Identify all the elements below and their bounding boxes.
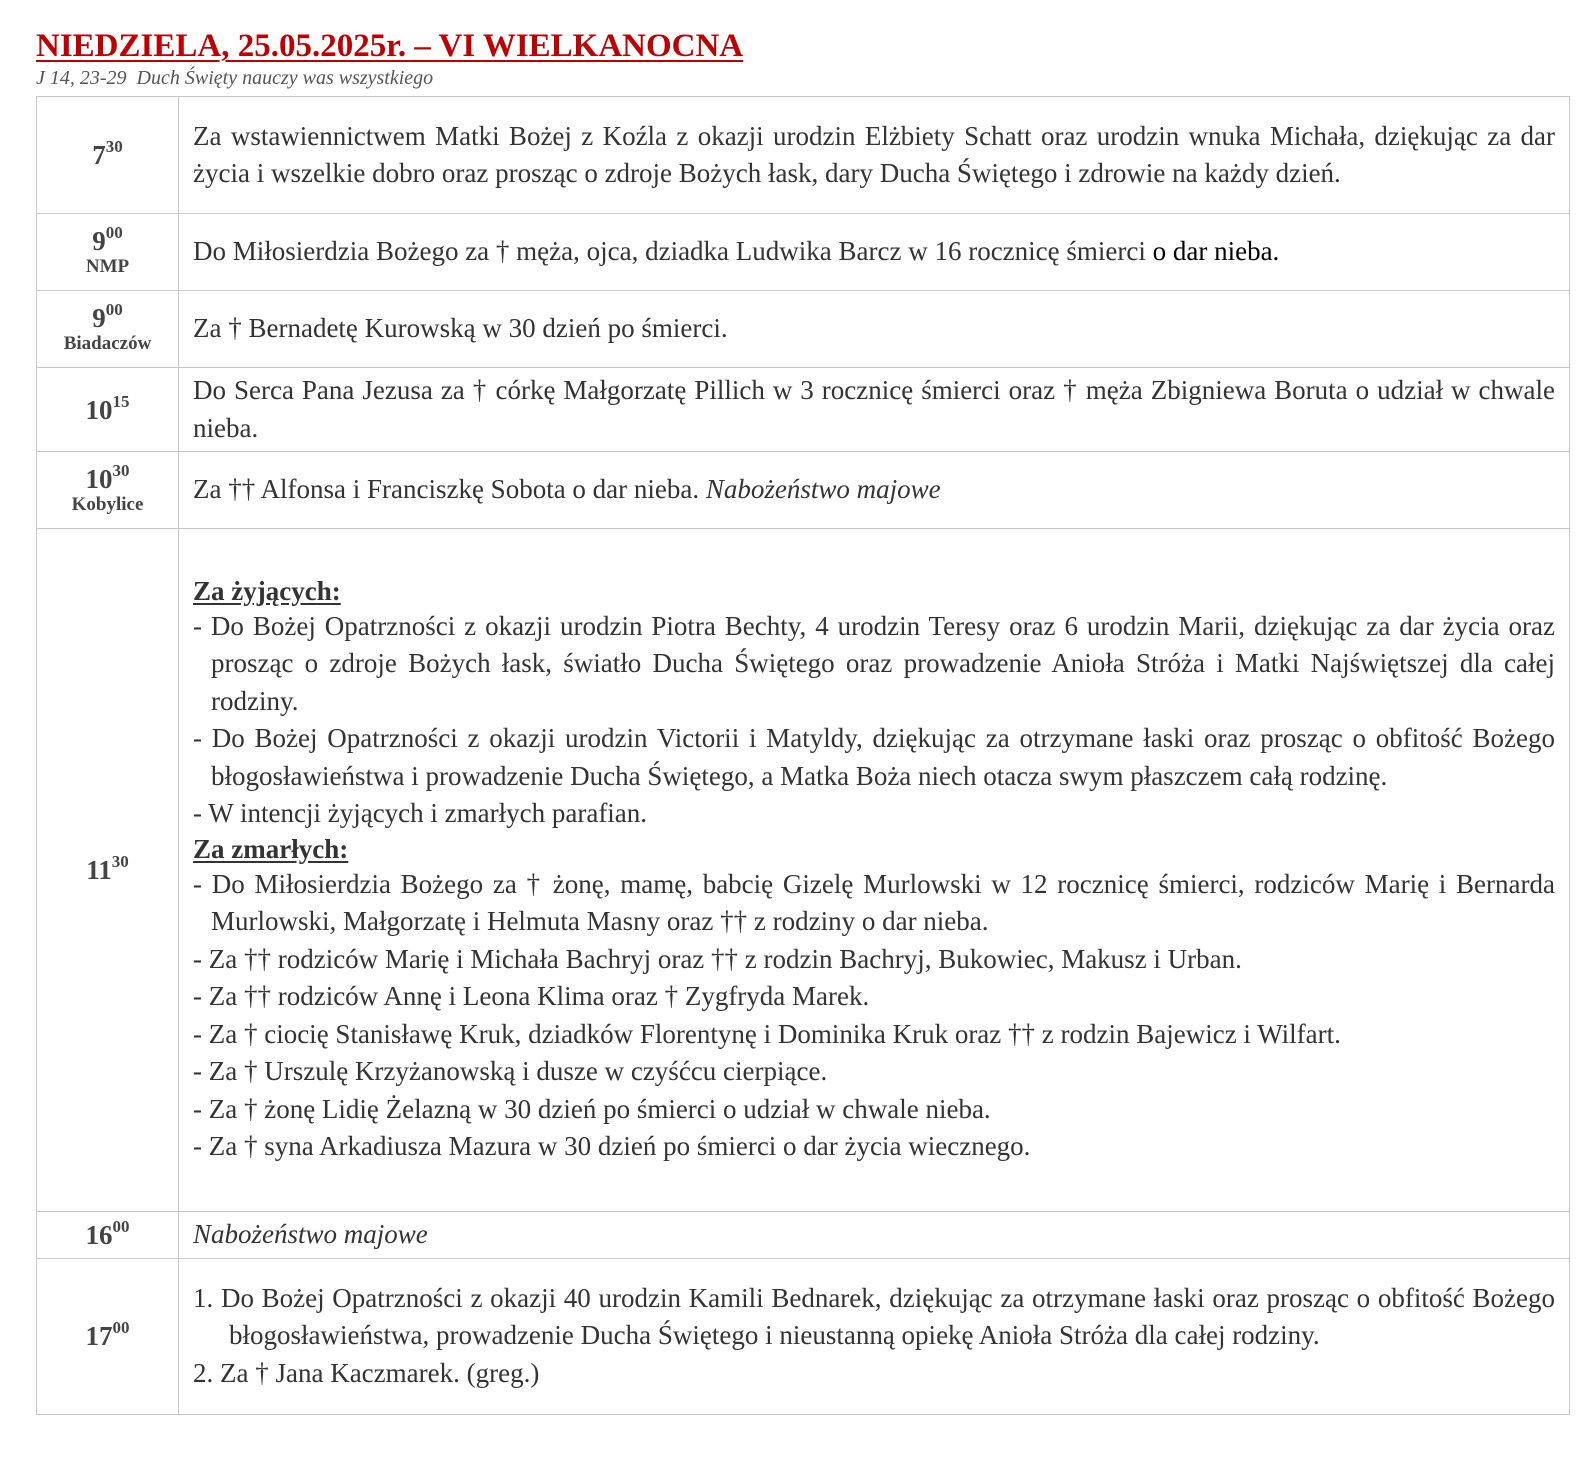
intention-cell: [179, 529, 1570, 1212]
intention-text: Za † Bernadetę Kurowską w 30 dzień po śmierci.: [193, 313, 728, 344]
time-cell: [37, 97, 179, 214]
gospel-reading: J 14, 23-29 Duch Święty nauczy was wszystkiego: [36, 67, 434, 89]
list-item: - W intencji żyjących i zmarłych parafian.: [193, 798, 648, 828]
table-row: [37, 1258, 1570, 1414]
mass-place: NMP: [85, 256, 130, 277]
list-item: - Za † żonę Lidię Żelazną w 30 dzień po śmierci o udział w chwale nieba.: [193, 1093, 991, 1124]
deceased-heading: Za zmarłych:: [193, 833, 349, 864]
list-item: 1. Do Bożej Opatrzności z okazji 40 urodzin Kamili Bednarek, dziękując za otrzymane łaski oraz prosząc o obfitość Bożego błogosławieństwa, prowadzenie Ducha Świętego i nieustanną opiekę Anioła Stróża dla całej rodziny.: [193, 1282, 1555, 1351]
table-row: [37, 1212, 1570, 1259]
intention-text: Za †† Alfonsa i Franciszkę Sobota o dar nieba.: [193, 474, 706, 505]
mass-time: $16^{00}$: [85, 1216, 130, 1250]
living-heading: Za żyjących:: [193, 575, 341, 606]
table-row: [37, 368, 1570, 452]
time-cell: [37, 529, 179, 1212]
table-row: [37, 452, 1570, 529]
mass-time: $17^{00}$: [85, 1318, 130, 1351]
list-item: - Do Bożej Opatrzności z okazji urodzin Piotra Bechty, 4 urodzin Teresy oraz 6 urodzin Marii, dziękując za dar życia oraz prosząc o zdroje Bożych łask, światło Ducha Świętego oraz prowadzenie Anioła Stróża i Matki Najświętszej dla całej rodziny.: [193, 610, 1555, 716]
intention-cell: [179, 97, 1570, 214]
intention-cell: [179, 1258, 1570, 1414]
list-item: - Za † ciocię Stanisławę Kruk, dziadków Florentynę i Dominika Kruk oraz †† z rodzin Bajewicz i Wilfart.: [193, 1018, 1341, 1049]
document-page: [36, 26, 1570, 1415]
list-item: - Za † Urszulę Krzyżanowską i dusze w czyśćcu cierpiące.: [193, 1056, 828, 1086]
time-cell: [37, 368, 179, 452]
table-row: [37, 291, 1570, 368]
intention-text: Do Miłosierdzia Bożego za † męża, ojca, dziadka Ludwika Barcz w 16 rocznicę śmierci: [193, 236, 1146, 267]
list-item: - Do Miłosierdzia Bożego za † żonę, mamę, babcię Gizelę Murlowski w 12 rocznicę śmierci, rodziców Marię i Bernarda Murlowski, Małgorzatę i Helmuta Masny oraz †† z rodziny o dar nieba.: [193, 868, 1555, 936]
mass-place: Kobylice: [71, 494, 144, 515]
intention-cell: [179, 214, 1570, 291]
list-item: - Za †† rodziców Annę i Leona Klima oraz † Zygfryda Marek.: [193, 981, 870, 1011]
mass-time: $7^{30}$: [92, 137, 123, 170]
intention-cell: [179, 368, 1570, 452]
list-item: - Do Bożej Opatrzności z okazji urodzin Victorii i Matyldy, dziękując za otrzymane łaski oraz prosząc o obfitość Bożego błogosławieństwa i prowadzenie Ducha Świętego, a Matka Boża niech otacza swym płaszczem całą rodzinę.: [193, 723, 1555, 791]
intention-cell: [179, 291, 1570, 368]
intention-note: Nabożeństwo majowe: [705, 474, 941, 505]
list-item: - Za †† rodziców Marię i Michała Bachryj oraz †† z rodzin Bachryj, Bukowiec, Makusz i Urban.: [193, 943, 1242, 974]
mass-place: Biadaczów: [63, 333, 152, 354]
table-row: [37, 529, 1570, 1212]
time-cell: [37, 291, 179, 368]
time-cell: [37, 1258, 179, 1414]
list-item: - Za † syna Arkadiusza Mazura w 30 dzień po śmierci o dar życia wiecznego.: [193, 1131, 1031, 1161]
intention-text: Za wstawiennictwem Matki Bożej z Koźla z okazji urodzin Elżbiety Schatt oraz urodzin wnuka Michała, dziękując za dar życia i wszelkie dobro oraz prosząc o zdroje Bożych łask, dary Ducha Świętego i zdrowie na każdy dzień.: [193, 120, 1555, 188]
mass-time: $9^{00}$: [92, 223, 123, 256]
intention-cell: [179, 452, 1570, 529]
intention-text: Do Serca Pana Jezusa za † córkę Małgorzatę Pillich w 3 rocznicę śmierci oraz † męża Zbigniewa Boruta o udział w chwale nieba.: [193, 375, 1555, 443]
mass-intentions-table: [36, 96, 1570, 1415]
time-cell: [37, 1212, 179, 1259]
list-item: 2. Za † Jana Kaczmarek. (greg.): [193, 1357, 540, 1388]
intention-note: Nabożeństwo majowe: [193, 1219, 428, 1249]
page-title: NIEDZIELA, 25.05.2025r. – VI WIELKANOCNA: [36, 28, 744, 64]
mass-time: $11^{30}$: [86, 852, 129, 885]
table-row: [37, 214, 1570, 291]
table-row: [37, 97, 1570, 214]
intention-text-end: o dar nieba.: [1145, 236, 1280, 267]
intention-cell: [179, 1212, 1570, 1259]
time-cell: [37, 214, 179, 291]
time-cell: [37, 452, 179, 529]
mass-time: $9^{00}$: [92, 300, 123, 333]
mass-time: $10^{30}$: [85, 461, 130, 494]
mass-time: $10^{15}$: [85, 391, 130, 425]
